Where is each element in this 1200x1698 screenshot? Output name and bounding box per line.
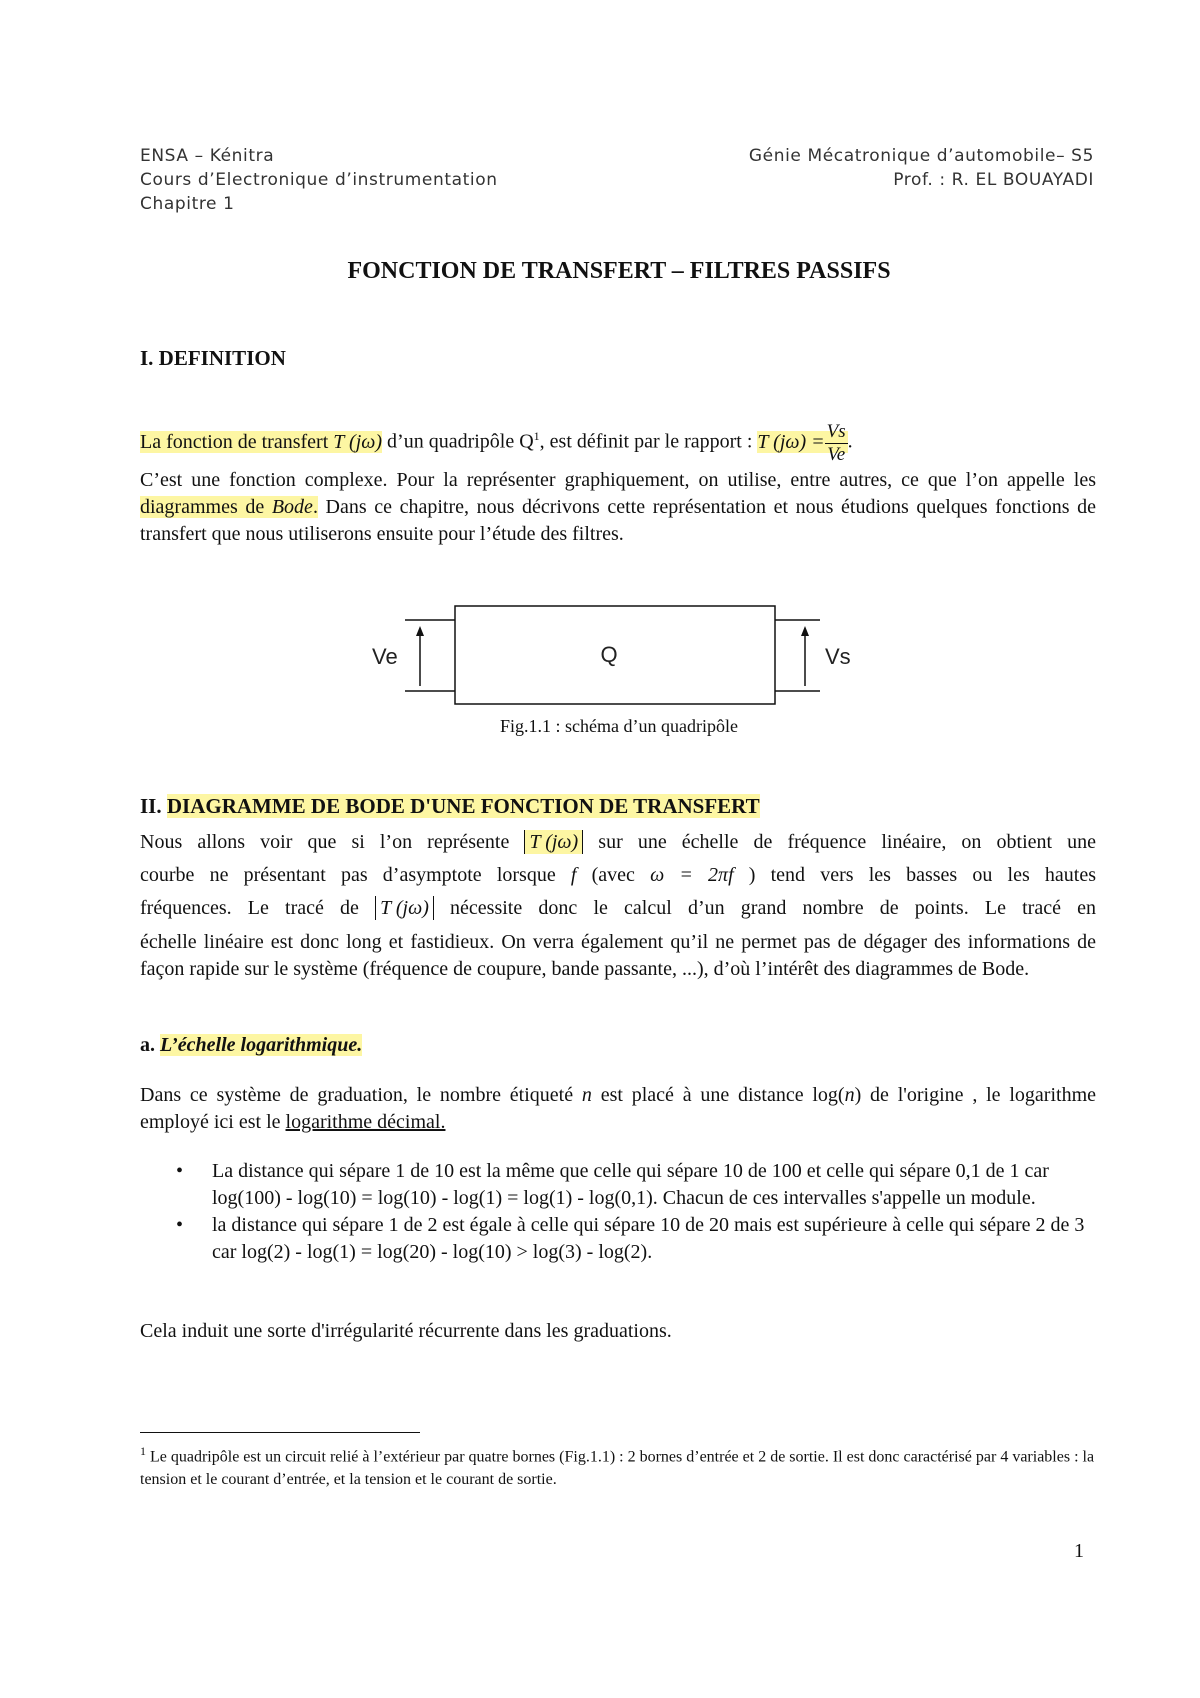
bullet-text: la distance qui sépare 1 de 2 est égale à celle qui sépare 10 de 20 mais est supérieure à celle qui sépare 2 de 3 car log(2) - log(1) = log(20) - log(10) > log(3) - log(2). — [212, 1214, 1085, 1263]
closing-sentence: Cela induit une sorte d'irrégularité récurrente dans les graduations. — [140, 1320, 672, 1342]
bode-text: diagrammes de — [140, 496, 272, 518]
s2-text: ) tend vers les basses ou les hautes — [748, 864, 1097, 886]
list-item — [172, 1158, 1096, 1212]
definition-highlight — [140, 431, 382, 453]
sa-text: Dans ce système de graduation, le nombre étiqueté — [140, 1084, 582, 1106]
page-number: 1 — [1074, 1540, 1084, 1562]
bode-name: Bode — [271, 496, 313, 518]
para-text-2: Dans ce chapitre, nous décrivons cette représentation et nous étudions quelques fonctions de transfert que nous utiliserons ensuite pour l’étude des filtres. — [140, 496, 1097, 545]
definition-line — [140, 418, 1096, 466]
bullet-icon: • — [176, 1160, 184, 1182]
footnote-divider — [140, 1432, 420, 1433]
sa-n: n — [844, 1084, 855, 1106]
header-course: Cours d’Electronique d’instrumentation — [140, 170, 498, 190]
s2-text: sur une échelle de fréquence linéaire, on obtient une — [598, 831, 1097, 853]
section-1-paragraph — [140, 467, 1096, 548]
omega-formula: ω = 2πf — [650, 864, 734, 886]
ratio-numerator: Vs — [826, 420, 846, 442]
ratio-fraction — [825, 421, 848, 466]
section-2-line-3 — [140, 895, 1096, 922]
bullet-list — [172, 1158, 1096, 1266]
section-2-line-1 — [140, 829, 1096, 856]
sa-underlined: logarithme décimal. — [285, 1111, 446, 1133]
sa-n: n — [581, 1084, 592, 1106]
subsection-a-heading — [140, 1034, 362, 1057]
frequency-symbol: f — [570, 864, 577, 886]
input-label: Ve — [372, 644, 398, 669]
footnote-ref: 1 — [533, 429, 540, 443]
subsection-a-paragraph — [140, 1082, 1096, 1136]
definition-text: La fonction de transfert — [140, 430, 329, 453]
output-label: Vs — [825, 644, 851, 669]
subsection-title: L’échelle logarithmique. — [160, 1034, 363, 1056]
section-2-title: DIAGRAMME DE BODE D'UNE FONCTION DE TRANSFERT — [166, 794, 760, 818]
input-arrowhead — [416, 626, 424, 636]
list-item — [172, 1212, 1096, 1266]
bullet-icon: • — [176, 1214, 184, 1236]
box-label: Q — [600, 642, 618, 667]
footnote — [140, 1440, 1096, 1491]
section-2-line-4: échelle linéaire est donc long et fastidieux. On verra également qu’il ne permet pas de dégager des informations de façon rapide sur le système (fréquence de coupure, bande passante, ...), d’où l’intérêt des diagrammes de Bode. — [140, 931, 1096, 980]
ratio-formula — [757, 420, 847, 465]
quadripole-diagram — [360, 586, 880, 716]
bode-period: . — [312, 496, 318, 518]
header-program: Génie Mécatronique d’automobile– S5 — [748, 146, 1094, 166]
subsection-letter: a. — [140, 1034, 160, 1056]
section-1-heading: I. DEFINITION — [140, 346, 286, 370]
footnote-mark: 1 — [140, 1444, 146, 1458]
footnote-text: Le quadripôle est un circuit relié à l’extérieur par quatre bornes (Fig.1.1) : 2 bornes d’entrée et 2 de sortie. Il est donc caractérisé par 4 variables : la tension et le courant d’entrée, et la tension et le courant de sortie. — [140, 1448, 1095, 1489]
sa-text: ) de l'origine , le logarithme employé ici est le — [140, 1084, 1096, 1133]
definition-text-2: d’un quadripôle Q — [382, 430, 534, 453]
figure-caption: Fig.1.1 : schéma d’un quadripôle — [500, 716, 738, 736]
abs-transfer-function: T (jω) — [375, 896, 434, 920]
section-2-number: II. — [140, 794, 167, 818]
transfer-function-symbol: T (jω) — [333, 430, 383, 453]
s2-text: (avec — [591, 864, 635, 886]
s2-text: Nous allons voir que si l’on représente — [140, 831, 510, 853]
bode-highlight — [140, 496, 318, 518]
abs-transfer-function: T (jω) — [524, 830, 583, 854]
ratio-lhs: T (jω) = — [757, 430, 825, 453]
header-school: ENSA – Kénitra — [140, 146, 275, 166]
sa-text: est placé à une distance log( — [591, 1084, 845, 1106]
section-2-line-2 — [140, 862, 1096, 889]
s2-text: nécessite donc le calcul d’un grand nombre de points. Le tracé en — [450, 897, 1097, 919]
definition-text-3: , est définit par le rapport : — [539, 430, 758, 453]
section-2-heading — [140, 794, 760, 819]
definition-period: . — [847, 430, 853, 453]
para-text: C’est une fonction complexe. Pour la représenter graphiquement, on utilise, entre autres, ce que l’on appelle les — [140, 469, 1096, 491]
ratio-denominator: Ve — [827, 443, 846, 465]
header-professor: Prof. : R. EL BOUAYADI — [893, 170, 1094, 190]
s2-text: courbe ne présentant pas d’asymptote lorsque — [140, 864, 556, 886]
header-chapter: Chapitre 1 — [140, 194, 235, 214]
page-title: FONCTION DE TRANSFERT – FILTRES PASSIFS — [347, 258, 891, 284]
output-arrowhead — [801, 626, 809, 636]
s2-text: fréquences. Le tracé de — [140, 897, 359, 919]
bullet-text: La distance qui sépare 1 de 10 est la même que celle qui sépare 10 de 100 et celle qui sépare 0,1 de 1 car log(100) - log(10) = log(10) - log(1) = log(1) - log(0,1). Chacun de ces intervalles s'appelle un module. — [212, 1160, 1049, 1209]
